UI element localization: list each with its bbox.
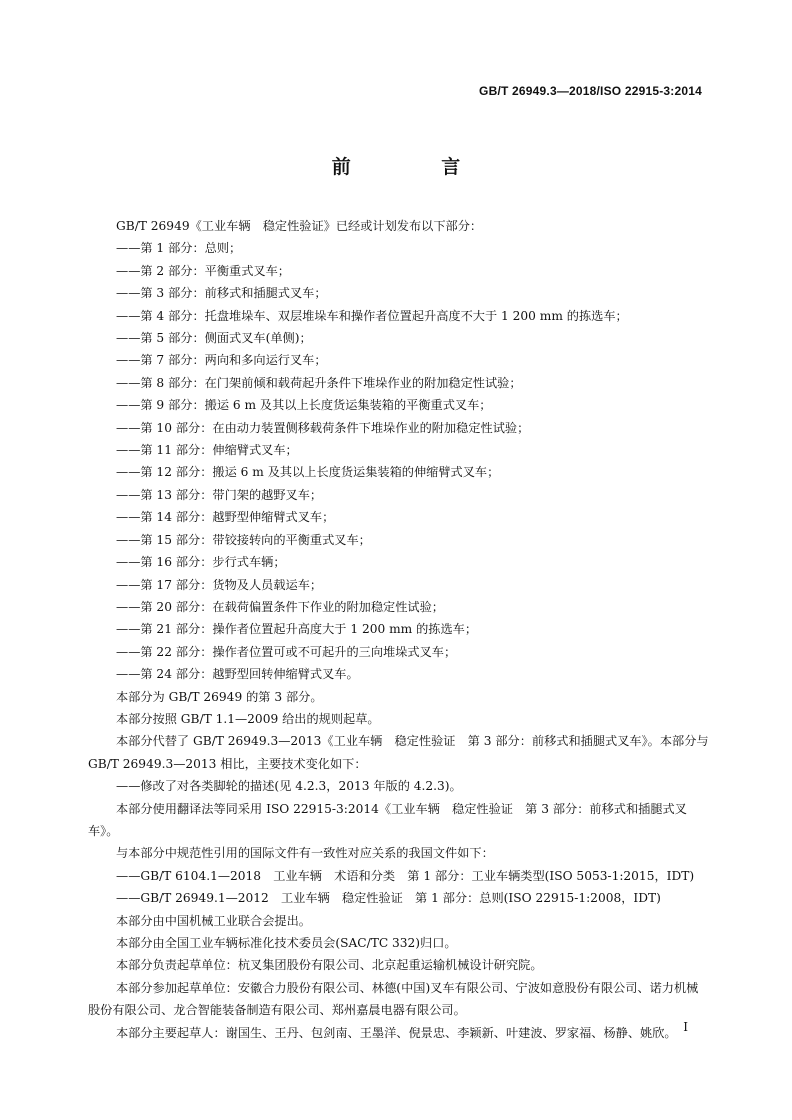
list-item: ——第 14 部分：越野型伸缩臂式叉车； [116,510,335,525]
list-item: ——第 3 部分：前移式和插腿式叉车； [116,286,327,301]
standard-number-header: GB/T 26949.3—2018/ISO 22915-3:2014 [479,84,702,98]
list-item: ——第 10 部分：在由动力装置侧移载荷条件下堆垛作业的附加稳定性试验； [116,420,530,435]
page-title: 前 言 [331,156,503,178]
list-item: ——第 11 部分：伸缩臂式叉车； [116,443,298,458]
list-item: ——第 15 部分：带铰接转向的平衡重式叉车； [116,532,371,547]
list-item: ——第 20 部分：在载荷偏置条件下作业的附加稳定性试验； [116,599,444,614]
foreword-body [88,215,710,1044]
list-item: ——第 16 部分：步行式车辆； [116,555,286,570]
reference-item: ——GB/T 26949.1—2012 工业车辆 稳定性验证 第 1 部分：总则(ISO 22915-1:2008，IDT) [116,891,661,906]
consistency-paragraph: 与本部分中规范性引用的国际文件有一致性对应关系的我国文件如下： [116,846,494,861]
list-item: ——第 4 部分：托盘堆垛车、双层堆垛车和操作者位置起升高度不大于 1 200 mm 的拣选车； [116,308,628,323]
main-drafters-paragraph: 本部分主要起草人：谢国生、王丹、包剑南、王墨洋、倪景忠、李颖新、叶建波、罗家福、杨静、姚欣。 [116,1025,677,1040]
list-item: ——第 1 部分：总则； [116,241,242,256]
list-item: ——第 12 部分：搬运 6 m 及其以上长度货运集装箱的伸缩臂式叉车； [116,465,500,480]
list-item: ——第 13 部分：带门架的越野叉车； [116,487,323,502]
list-item: ——第 24 部分：越野型回转伸缩臂式叉车。 [116,667,359,682]
list-item: ——第 9 部分：搬运 6 m 及其以上长度货运集装箱的平衡重式叉车； [116,398,492,413]
change-item: ——修改了对各类脚轮的描述(见 4.2.3，2013 年版的 4.2.3)。 [116,779,462,794]
parts-list [88,237,710,685]
part-of-paragraph: 本部分为 GB/T 26949 的第 3 部分。 [116,689,323,704]
list-item: ——第 17 部分：货物及人员载运车； [116,577,323,592]
proposed-by-paragraph: 本部分由中国机械工业联合会提出。 [116,913,311,928]
list-item: ——第 5 部分：侧面式叉车(单侧)； [116,331,312,346]
list-item: ——第 22 部分：操作者位置可或不可起升的三向堆垛式叉车； [116,644,457,659]
drafting-rules-paragraph: 本部分按照 GB/T 1.1—2009 给出的规则起草。 [116,711,380,726]
page-number: I [683,1020,688,1034]
translation-paragraph: 本部分使用翻译法等同采用 ISO 22915-3:2014《工业车辆 稳定性验证 第 3 部分：前移式和插腿式叉车》。 [88,801,687,838]
intro-paragraph: GB/T 26949《工业车辆 稳定性验证》已经或计划发布以下部分： [116,219,483,233]
list-item: ——第 7 部分：两向和多向运行叉车； [116,353,327,368]
reference-item: ——GB/T 6104.1—2018 工业车辆 术语和分类 第 1 部分：工业车辆类型(ISO 5053-1:2015，IDT) [116,868,695,883]
list-item: ——第 2 部分：平衡重式叉车； [116,263,290,278]
responsible-drafter-paragraph: 本部分负责起草单位：杭叉集团股份有限公司、北京起重运输机械设计研究院。 [116,958,543,973]
list-item: ——第 8 部分：在门架前倾和载荷起升条件下堆垛作业的附加稳定性试验； [116,375,522,390]
replaces-paragraph: 本部分代替了 GB/T 26949.3—2013《工业车辆 稳定性验证 第 3 部分：前移式和插腿式叉车》。本部分与 GB/T 26949.3—2013 相比，主要技术变化如下： [88,734,709,771]
list-item: ——第 21 部分：操作者位置起升高度大于 1 200 mm 的拣选车； [116,622,478,637]
participating-drafters-paragraph: 本部分参加起草单位：安徽合力股份有限公司、林德(中国)叉车有限公司、宁波如意股份有限公司、诺力机械股份有限公司、龙合智能装备制造有限公司、郑州嘉晨电器有限公司。 [88,980,699,1018]
centralized-by-paragraph: 本部分由全国工业车辆标准化技术委员会(SAC/TC 332)归口。 [116,936,457,950]
